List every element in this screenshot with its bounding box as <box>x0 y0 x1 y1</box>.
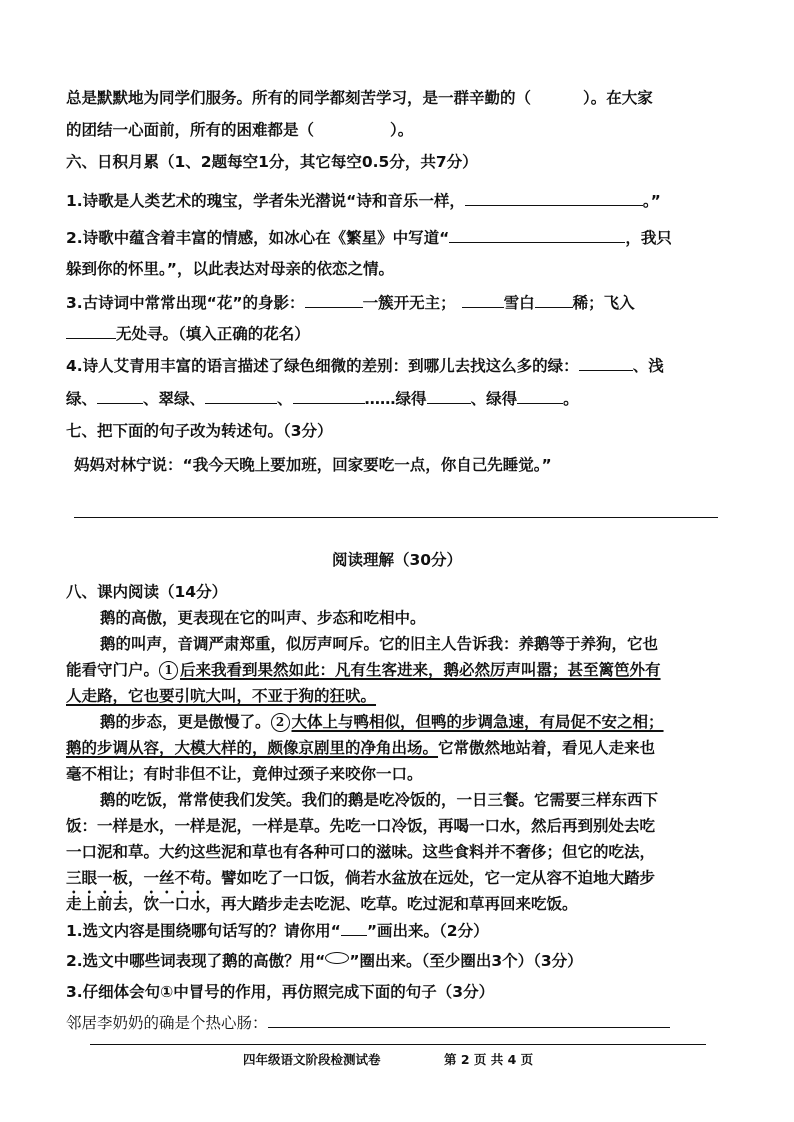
answer-blank[interactable] <box>97 388 143 404</box>
sec7-sentence: 妈妈对林宁说：“我今天晚上要加班，回家要吃一点，你自己先睡觉。” <box>74 456 552 474</box>
footer-divider <box>90 1044 706 1045</box>
passage-paragraph-4-line-2: 饭：一样是水，一样是泥，一样是草。先吃一口冷饭，再喝一口水，然后再到别处去吃 <box>66 816 656 835</box>
answer-blank[interactable] <box>449 227 625 243</box>
answer-blank[interactable] <box>268 1012 670 1028</box>
answer-blank[interactable] <box>535 292 573 308</box>
sec6-question-4: 4.诗人艾青用丰富的语言描述了绿色细微的差别：到哪儿去找这么多的绿： 、浅 <box>66 357 664 375</box>
answer-blank[interactable] <box>293 388 365 404</box>
passage-paragraph-4-line-5: 走上前去，饮一口水，再大踏步走去吃泥、吃草。吃过泥和草再回来吃饭。 <box>66 894 578 913</box>
sentence-mark-2: 2 <box>271 713 290 732</box>
top-line-2: 的团结一心面前，所有的困难都是（ ）。 <box>66 121 414 139</box>
answer-blank[interactable] <box>517 388 563 404</box>
sec7-answer-line[interactable] <box>74 517 718 518</box>
reading-title: 阅读理解（30分） <box>331 551 463 569</box>
answer-blank[interactable] <box>305 292 363 308</box>
answer-blank[interactable] <box>427 388 471 404</box>
circle-sample-icon <box>325 952 349 964</box>
passage-paragraph-3-line-2: 鹅的步调从容，大模大样的，颇像京剧里的净角出场。它常傲然地站着，看见人走来也 <box>66 738 656 757</box>
sec6-question-1: 1.诗歌是人类艺术的瑰宝，学者朱光潜说“诗和音乐一样， 。” <box>66 192 661 210</box>
reading-question-1: 1.选文内容是围绕哪句话写的？请你用“ ”画出来。（2分） <box>66 922 489 940</box>
answer-blank[interactable] <box>579 355 633 371</box>
sec6-question-3: 3.古诗词中常常出现“花”的身影： 一簇开无主； 雪白 稀；飞入 <box>66 294 635 312</box>
top-line-1: 总是默默地为同学们服务。所有的同学都刻苦学习，是一群辛勤的（ ）。在大家 <box>66 89 653 107</box>
passage-paragraph-4-line-1: 鹅的吃饭，常常使我们发笑。我们的鹅是吃冷饭的，一日三餐。它需要三样东西下 <box>100 790 659 809</box>
answer-blank[interactable] <box>205 388 277 404</box>
sec6-question-2: 2.诗歌中蕴含着丰富的情感，如冰心在《繁星》中写道“ ，我只 <box>66 229 672 247</box>
passage-paragraph-2-line-2: 能看守门户。 1 后来我看到果然如此：凡有生客进来，鹅必然厉声叫嚣；甚至篱笆外有 <box>66 660 661 679</box>
answer-blank[interactable] <box>465 190 643 206</box>
section-6-title: 六、日积月累（1、2题每空1分，其它每空0.5分，共7分） <box>66 153 478 171</box>
footer-exam-title: 四年级语文阶段检测试卷 <box>243 1052 381 1067</box>
passage-paragraph-3-line-3: 毫不相让；有时非但不让，竟伸过颈子来咬你一口。 <box>66 764 423 783</box>
sec6-question-3-cont: 无处寻。（填入正确的花名） <box>66 323 310 344</box>
sec6-question-4-cont: 绿、 、翠绿、 、 ……绿得 、绿得 。 <box>66 390 579 408</box>
reading-question-2: 2.选文中哪些词表现了鹅的高傲？用“ ”圈出来。（至少圈出3个）（3分） <box>66 952 583 970</box>
passage-paragraph-4-line-4: 三眼一板，一丝不苟。譬如吃了一口饭，倘若水盆放在远处，它一定从容不迫地大踏步 <box>66 868 656 887</box>
answer-blank[interactable] <box>66 323 116 339</box>
passage-paragraph-1: 鹅的高傲，更表现在它的叫声、步态和吃相中。 <box>100 608 426 627</box>
section-7-title: 七、把下面的句子改为转述句。（3分） <box>66 422 333 440</box>
passage-paragraph-2-line-1: 鹅的叫声，音调严肃郑重，似厉声呵斥。它的旧主人告诉我：养鹅等于养狗，它也 <box>100 634 659 653</box>
reading-question-3-prompt: 邻居李奶奶的确是个热心肠： <box>66 1012 670 1033</box>
passage-paragraph-3-line-1: 鹅的步态，更是傲慢了。 2 大体上与鸭相似，但鸭的步调急速，有局促不安之相； <box>100 712 664 731</box>
passage-paragraph-2-line-3: 人走路，它也要引吭大叫，不亚于狗的狂吠。 <box>66 686 377 705</box>
underline-sample <box>341 920 367 936</box>
sec6-question-2-cont: 躲到你的怀里。”，以此表达对母亲的依恋之情。 <box>66 260 394 278</box>
passage-paragraph-4-line-3: 一口泥和草。大约这些泥和草也有各种可口的滋味。这些食料并不奢侈；但它的吃法， <box>66 842 656 861</box>
footer-page-number: 第 2 页 共 4 页 <box>444 1052 534 1067</box>
sentence-mark-1: 1 <box>159 661 178 680</box>
section-8-title: 八、课内阅读（14分） <box>66 583 228 601</box>
reading-question-3: 3.仔细体会句①中冒号的作用，再仿照完成下面的句子（3分） <box>66 983 495 1001</box>
answer-blank[interactable] <box>462 292 504 308</box>
